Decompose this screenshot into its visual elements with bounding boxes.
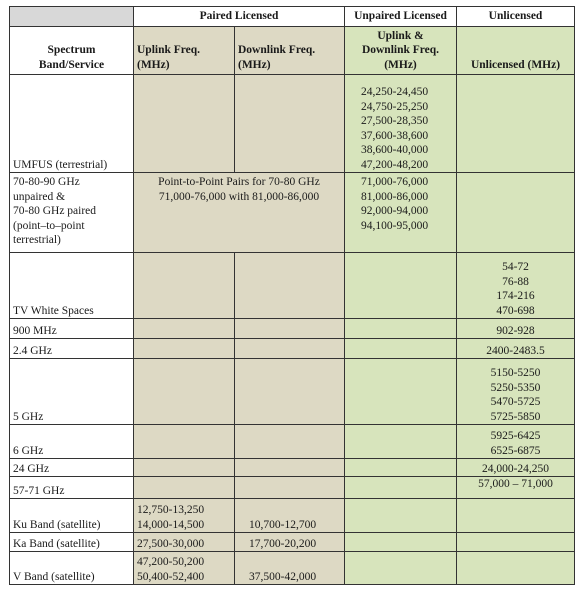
unlicensed-cell [457, 499, 575, 533]
downlink-cell [235, 319, 345, 339]
downlink-cell: 10,700-12,700 [235, 499, 345, 533]
table-row [10, 425, 575, 459]
unlicensed-cell: 5150-5250 5250-5350 5470-5725 5725-5850 [457, 359, 575, 425]
unpaired-cell [345, 533, 457, 552]
band-cell: TV White Spaces [10, 253, 134, 319]
downlink-cell [235, 459, 345, 477]
uplink-cell: 47,200-50,200 50,400-52,400 [134, 552, 235, 585]
unlicensed-cell: 2400-2483.5 [457, 339, 575, 359]
uplink-cell [134, 359, 235, 425]
band-cell: 6 GHz [10, 425, 134, 459]
column-header-downlink: Downlink Freq. (MHz) [235, 27, 345, 75]
table-row [10, 253, 575, 319]
group-header-paired: Paired Licensed [134, 7, 345, 27]
unlicensed-cell: 5925-6425 6525-6875 [457, 425, 575, 459]
group-header-unpaired: Unpaired Licensed [345, 7, 457, 27]
unpaired-cell [345, 459, 457, 477]
unlicensed-cell [457, 173, 575, 253]
downlink-cell [235, 477, 345, 499]
table-row [10, 339, 575, 359]
unlicensed-cell: 57,000 – 71,000 [457, 477, 575, 499]
spectrum-table [9, 6, 575, 585]
unlicensed-cell [457, 552, 575, 585]
table-row [10, 319, 575, 339]
column-header-band: Spectrum Band/Service [10, 27, 134, 75]
table-row [10, 552, 575, 585]
unlicensed-cell: 24,000-24,250 [457, 459, 575, 477]
band-cell: 70-80-90 GHz unpaired & 70-80 GHz paired (point–to–point terrestrial) [10, 173, 134, 253]
band-cell: UMFUS (terrestrial) [10, 75, 134, 173]
uplink-cell [134, 477, 235, 499]
downlink-cell [235, 75, 345, 173]
unpaired-cell [345, 319, 457, 339]
unpaired-cell [345, 477, 457, 499]
table-row [10, 359, 575, 425]
unpaired-cell: 71,000-76,000 81,000-86,000 92,000-94,000 94,100-95,000 [345, 173, 457, 253]
band-cell: 5 GHz [10, 359, 134, 425]
table-row [10, 499, 575, 533]
unpaired-cell: 24,250-24,450 24,750-25,250 27,500-28,350 37,600-38,600 38,600-40,000 47,200-48,200 [345, 75, 457, 173]
downlink-cell [235, 253, 345, 319]
band-cell: 24 GHz [10, 459, 134, 477]
uplink-cell [134, 425, 235, 459]
group-header-unlicensed: Unlicensed [457, 7, 575, 27]
header-corner-cell [10, 7, 134, 27]
table-row [10, 459, 575, 477]
uplink-cell: 12,750-13,250 14,000-14,500 [134, 499, 235, 533]
downlink-cell: 37,500-42,000 [235, 552, 345, 585]
unpaired-cell [345, 253, 457, 319]
band-cell: 2.4 GHz [10, 339, 134, 359]
unlicensed-cell [457, 533, 575, 552]
unpaired-cell [345, 499, 457, 533]
band-cell: V Band (satellite) [10, 552, 134, 585]
table-row [10, 173, 575, 253]
downlink-cell [235, 339, 345, 359]
table-row [10, 533, 575, 552]
band-cell: Ku Band (satellite) [10, 499, 134, 533]
column-header-uplink: Uplink Freq. (MHz) [134, 27, 235, 75]
uplink-cell [134, 75, 235, 173]
uplink-cell [134, 319, 235, 339]
band-cell: Ka Band (satellite) [10, 533, 134, 552]
unpaired-cell [345, 339, 457, 359]
column-header-unlicensed: Unlicensed (MHz) [457, 27, 575, 75]
uplink-cell [134, 459, 235, 477]
unpaired-cell [345, 425, 457, 459]
band-cell: 57-71 GHz [10, 477, 134, 499]
uplink-cell [134, 339, 235, 359]
table-row [10, 75, 575, 173]
paired-merged-cell: Point-to-Point Pairs for 70-80 GHz 71,000-76,000 with 81,000-86,000 [134, 173, 345, 253]
unpaired-cell [345, 552, 457, 585]
table-row [10, 477, 575, 499]
unlicensed-cell [457, 75, 575, 173]
band-cell: 900 MHz [10, 319, 134, 339]
downlink-cell: 17,700-20,200 [235, 533, 345, 552]
unlicensed-cell: 902-928 [457, 319, 575, 339]
column-header-unpaired: Uplink & Downlink Freq. (MHz) [345, 27, 457, 75]
uplink-cell [134, 253, 235, 319]
unlicensed-cell: 54-72 76-88 174-216 470-698 [457, 253, 575, 319]
downlink-cell [235, 359, 345, 425]
uplink-cell: 27,500-30,000 [134, 533, 235, 552]
unpaired-cell [345, 359, 457, 425]
downlink-cell [235, 425, 345, 459]
